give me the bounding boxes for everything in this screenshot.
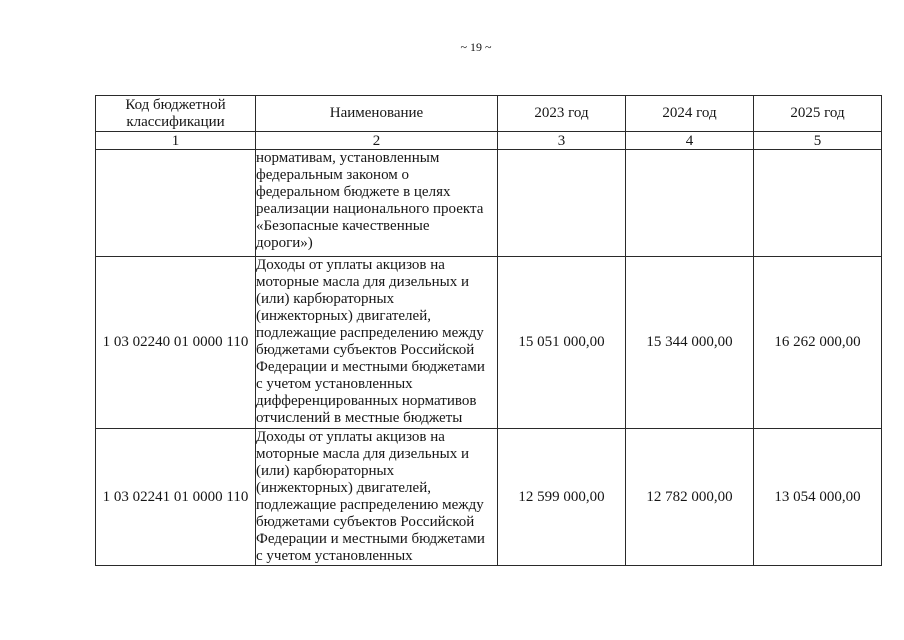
value-2025-cell: 13 054 000,00 (754, 429, 882, 566)
value-2023-cell: 12 599 000,00 (498, 429, 626, 566)
column-number: 4 (626, 132, 754, 150)
name-cell: Доходы от уплаты акцизов на моторные масла для дизельных и (или) карбюраторных (инжекторных) двигателей, подлежащие распределению между бюджетами субъектов Российской Федерации и местными бюджетами с учетом установленных (256, 429, 498, 566)
value-2025-cell (754, 150, 882, 257)
header-2024: 2024 год (626, 96, 754, 132)
name-cell: Доходы от уплаты акцизов на моторные масла для дизельных и (или) карбюраторных (инжекторных) двигателей, подлежащие распределению между бюджетами субъектов Российской Федерации и местными бюджетами с учетом установленных дифференцированных нормативов отчислений в местные бюджеты (256, 257, 498, 429)
header-2025: 2025 год (754, 96, 882, 132)
column-number: 3 (498, 132, 626, 150)
column-number: 5 (754, 132, 882, 150)
value-2024-cell: 12 782 000,00 (626, 429, 754, 566)
name-cell: нормативам, установленным федеральным законом о федеральном бюджете в целях реализации национального проекта «Безопасные качественные дороги») (256, 150, 498, 257)
value-2023-cell: 15 051 000,00 (498, 257, 626, 429)
budget-table (95, 95, 882, 566)
value-2024-cell (626, 150, 754, 257)
table-header-row (96, 96, 882, 132)
column-number-row (96, 132, 882, 150)
header-code: Код бюджетной классификации (96, 96, 256, 132)
table-row (96, 429, 882, 566)
value-2023-cell (498, 150, 626, 257)
column-number: 2 (256, 132, 498, 150)
code-cell: 1 03 02241 01 0000 110 (96, 429, 256, 566)
table-row (96, 257, 882, 429)
header-name: Наименование (256, 96, 498, 132)
column-number: 1 (96, 132, 256, 150)
table-row (96, 150, 882, 257)
code-cell (96, 150, 256, 257)
value-2024-cell: 15 344 000,00 (626, 257, 754, 429)
code-cell: 1 03 02240 01 0000 110 (96, 257, 256, 429)
header-2023: 2023 год (498, 96, 626, 132)
value-2025-cell: 16 262 000,00 (754, 257, 882, 429)
page-number: ~ 19 ~ (460, 40, 492, 54)
